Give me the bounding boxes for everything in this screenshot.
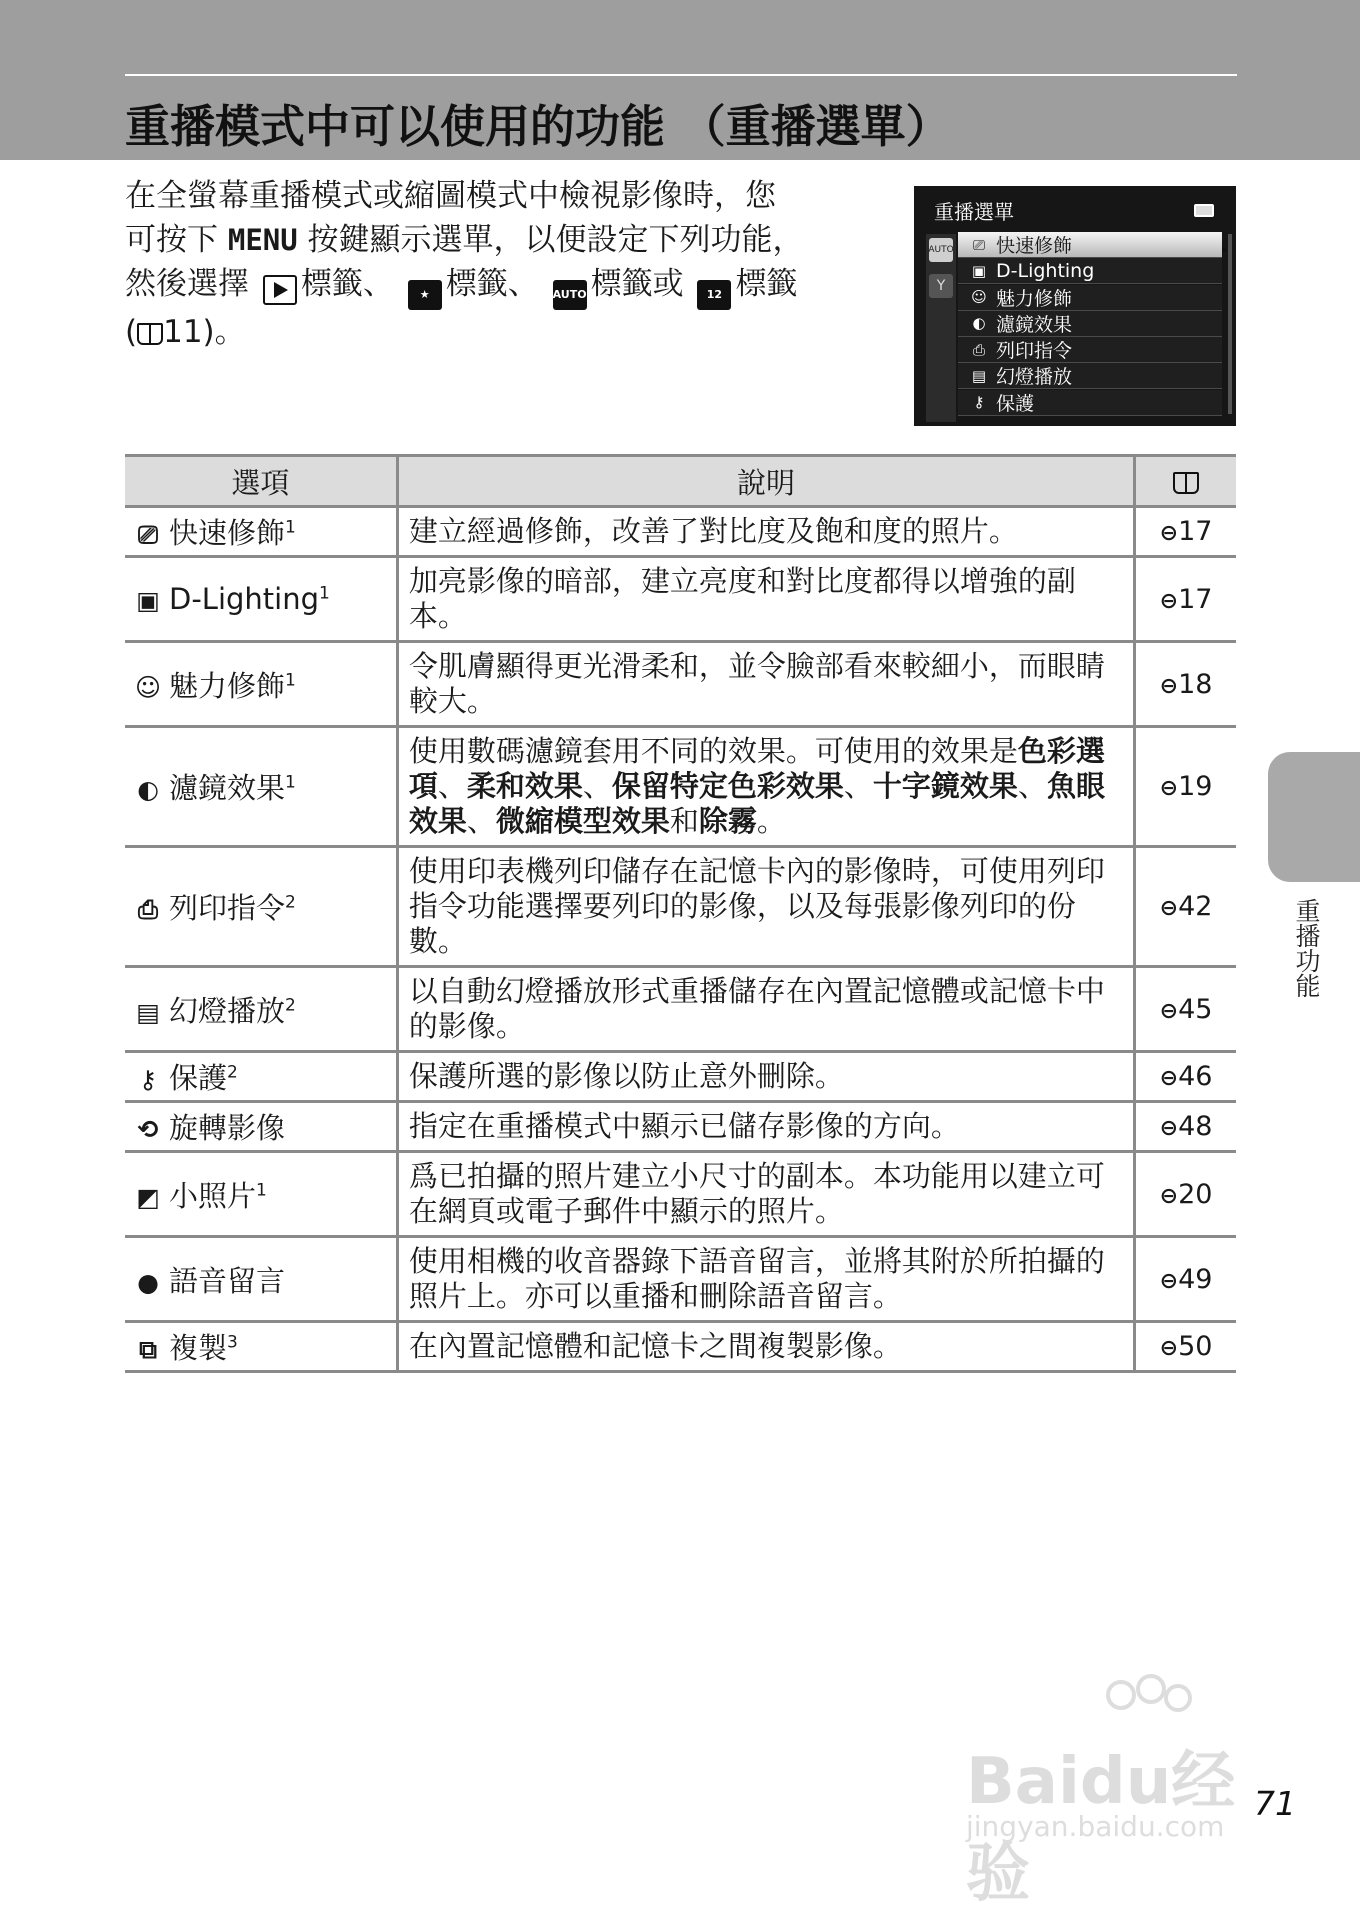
screen-sidebar <box>926 234 956 422</box>
option-label: D-Lighting <box>169 582 320 616</box>
page-number: 71 <box>1254 1784 1296 1823</box>
option-cell <box>125 967 397 1052</box>
screen-menu-item-label: 濾鏡效果 <box>996 313 1073 336</box>
screen-menu-item[interactable] <box>958 363 1222 389</box>
reference-section-icon: ⊖ <box>1159 1336 1179 1361</box>
option-label: 魅力修飾 <box>169 668 286 703</box>
table-row <box>125 1152 1236 1237</box>
reference-section-icon: ⊖ <box>1159 673 1179 699</box>
description-cell: 使用印表機列印儲存在記憶卡內的影像時，可使用列印指令功能選擇要列印的影像，以及每張影像列印的份數。 <box>397 847 1134 967</box>
screen-menu-item[interactable] <box>958 337 1222 363</box>
option-label: 小照片 <box>169 1178 257 1213</box>
screen-menu-item-label: 列印指令 <box>996 340 1073 363</box>
reference-cell <box>1135 967 1236 1052</box>
list-by-date-tab-icon: 12 <box>697 280 731 310</box>
description-cell: 令肌膚顯得更光滑柔和，並令臉部看來較細小，而眼睛較大。 <box>397 642 1134 727</box>
header-option: 選項 <box>125 456 397 507</box>
battery-icon <box>1194 204 1214 217</box>
description-cell: 使用相機的收音器錄下語音留言，並將其附於所拍攝的照片上。亦可以重播和刪除語音留言。 <box>397 1237 1134 1322</box>
retouch-icon: ⎚ <box>972 235 985 254</box>
option-label: 快速修飾 <box>169 516 286 550</box>
watermark-brand: Baidu经验 <box>966 1745 1236 1911</box>
footnote-marker: 1 <box>319 583 330 604</box>
table-row <box>125 642 1236 727</box>
filter-effects-icon: ◐ <box>137 775 159 804</box>
table-row <box>125 1102 1236 1152</box>
reference-section-icon: ⊖ <box>1159 1116 1179 1141</box>
menu-button-label: MENU <box>227 223 298 257</box>
reference-page: 17 <box>1178 516 1213 547</box>
screen-menu-list <box>958 232 1222 416</box>
d-lighting-icon: ▣ <box>136 586 160 615</box>
screen-menu-item-label: 快速修飾 <box>996 235 1073 257</box>
playback-tab-icon <box>263 275 297 305</box>
table-row <box>125 967 1236 1052</box>
screen-menu-item-label: 幻燈播放 <box>996 366 1073 389</box>
table-row <box>125 1237 1236 1322</box>
glamour-retouch-icon: ☺ <box>134 672 162 702</box>
reference-page: 49 <box>1178 1263 1213 1295</box>
screen-menu-item[interactable] <box>958 285 1222 311</box>
footnote-marker: 1 <box>285 772 296 793</box>
screen-menu-item[interactable] <box>958 390 1222 416</box>
filter-icon: ◐ <box>972 314 986 333</box>
reference-page: 48 <box>1178 1111 1213 1142</box>
description-cell: 建立經過修飾，改善了對比度及飽和度的照片。 <box>397 507 1134 557</box>
reference-cell <box>1135 1152 1236 1237</box>
option-label: 幻燈播放 <box>169 993 286 1028</box>
screen-menu-item[interactable] <box>958 311 1222 337</box>
option-cell <box>125 847 397 967</box>
reference-section-icon: ⊖ <box>1159 998 1179 1024</box>
protect-key-icon: ⚷ <box>138 1065 158 1094</box>
description-cell: 加亮影像的暗部，建立亮度和對比度都得以增強的副本。 <box>397 557 1134 642</box>
quick-retouch-icon: ⎚ <box>137 520 158 549</box>
option-label: 複製 <box>169 1331 228 1365</box>
copy-icon: ⧉ <box>139 1335 157 1364</box>
reference-page: 20 <box>1178 1178 1213 1210</box>
table-row <box>125 507 1236 557</box>
reference-section-icon: ⊖ <box>1159 521 1179 546</box>
intro-line-1: 在全螢幕重播模式或縮圖模式中檢視影像時，您 <box>125 178 776 214</box>
effect-name: 魚眼效果 <box>408 769 1105 838</box>
effect-name: 除霧 <box>698 804 757 838</box>
reference-page: 17 <box>1178 583 1213 615</box>
footnote-marker: 2 <box>285 892 296 913</box>
footnote-marker: 3 <box>227 1332 238 1353</box>
option-cell <box>125 1237 397 1322</box>
reference-section-icon: ⊖ <box>1159 1183 1179 1209</box>
voice-memo-icon: ● <box>137 1267 159 1297</box>
reference-page: 50 <box>1178 1331 1213 1362</box>
screen-title: 重播選單 <box>934 200 1014 224</box>
table-row <box>125 557 1236 642</box>
options-table <box>125 454 1236 1373</box>
d-lighting-icon: ▣ <box>971 261 987 280</box>
reference-page: 45 <box>1178 993 1213 1025</box>
print-icon: ⎙ <box>972 340 985 359</box>
submenu-arrow-icon: ▸ <box>1221 242 1228 256</box>
option-cell <box>125 1152 397 1237</box>
header-rule <box>125 74 1237 76</box>
effect-name: 色彩選項 <box>408 734 1105 803</box>
auto-sort-tab-icon: AUTO <box>553 280 587 310</box>
reference-cell <box>1135 727 1236 847</box>
baidu-watermark <box>966 1680 1276 1911</box>
reference-page: 46 <box>1178 1061 1213 1092</box>
header-description: 說明 <box>397 456 1134 507</box>
glamour-icon: ☺ <box>971 288 987 307</box>
reference-section-icon: ⊖ <box>1159 588 1179 614</box>
effect-name: 保留特定色彩效果 <box>611 769 844 803</box>
screen-menu-item[interactable] <box>958 232 1222 258</box>
footnote-marker: 1 <box>256 1179 267 1200</box>
description-cell: 指定在重播模式中顯示已儲存影像的方向。 <box>397 1102 1134 1152</box>
footnote-marker: 2 <box>227 1062 238 1083</box>
description-cell: 使用數碼濾鏡套用不同的效果。可使用的效果是色彩選項、柔和效果、保留特定色彩效果、十字鏡效果、魚眼效果、微縮模型效果和除霧。 <box>397 727 1134 847</box>
small-picture-icon: ◩ <box>136 1182 160 1212</box>
chapter-label: 重播功能 <box>1292 898 1321 998</box>
description-cell: 在內置記憶體和記憶卡之間複製影像。 <box>397 1322 1134 1372</box>
option-cell <box>125 1102 397 1152</box>
reference-cell <box>1135 1052 1236 1102</box>
table-row <box>125 847 1236 967</box>
description-cell: 保護所選的影像以防止意外刪除。 <box>397 1052 1134 1102</box>
description-cell: 爲已拍攝的照片建立小尺寸的副本。本功能用以建立可在網頁或電子郵件中顯示的照片。 <box>397 1152 1134 1237</box>
setup-wrench-icon[interactable]: Y <box>929 274 953 298</box>
footnote-marker: 2 <box>285 994 296 1015</box>
reference-cell <box>1135 1237 1236 1322</box>
screen-menu-item-label: D-Lighting <box>996 259 1095 282</box>
book-reference-icon <box>1173 472 1199 494</box>
reference-cell <box>1135 847 1236 967</box>
option-cell <box>125 1322 397 1372</box>
reference-section-icon: ⊖ <box>1159 776 1179 801</box>
description-cell: 以自動幻燈播放形式重播儲存在內置記憶體或記憶卡中的影像。 <box>397 967 1134 1052</box>
option-cell <box>125 507 397 557</box>
reference-section-icon: ⊖ <box>1159 896 1179 921</box>
footnote-marker: 1 <box>285 517 296 538</box>
footnote-marker: 1 <box>285 669 296 690</box>
table-row <box>125 1052 1236 1102</box>
print-order-icon: ⎙ <box>137 895 158 924</box>
table-row <box>125 1322 1236 1372</box>
chapter-tab <box>1268 752 1360 882</box>
reference-cell <box>1135 507 1236 557</box>
screen-scrollbar[interactable] <box>1228 234 1232 414</box>
effect-name: 十字鏡效果 <box>872 769 1018 803</box>
option-label: 旋轉影像 <box>169 1111 286 1145</box>
auto-tab-icon[interactable]: AUTO <box>929 238 953 262</box>
camera-menu-screen <box>914 186 1236 426</box>
reference-cell <box>1135 1102 1236 1152</box>
option-label: 濾鏡效果 <box>169 771 286 805</box>
option-label: 語音留言 <box>169 1263 286 1298</box>
option-cell <box>125 1052 397 1102</box>
reference-page: 42 <box>1178 891 1213 922</box>
watermark-url: jingyan.baidu.com <box>966 1810 1225 1843</box>
intro-line-3: 然後選擇 標籤、 ★ 標籤、 AUTO 標籤或 12 標籤 <box>125 262 855 310</box>
option-cell <box>125 727 397 847</box>
reference-section-icon: ⊖ <box>1159 1066 1179 1091</box>
option-cell <box>125 642 397 727</box>
book-reference-icon <box>137 323 163 345</box>
screen-menu-item-label: 保護 <box>996 392 1035 415</box>
effect-name: 微縮模型效果 <box>495 804 670 838</box>
reference-page: 19 <box>1178 771 1213 802</box>
option-cell <box>125 557 397 642</box>
intro-line-2: 可按下 MENU 按鍵顯示選單，以便設定下列功能， <box>125 222 804 258</box>
reference-cell <box>1135 1322 1236 1372</box>
slide-show-icon: ▤ <box>136 997 160 1027</box>
rotate-image-icon: ⟲ <box>137 1115 159 1144</box>
page-title: 重播模式中可以使用的功能 （重播選單） <box>125 100 951 153</box>
intro-line-4: ( 11)。 <box>125 314 246 350</box>
favorites-tab-icon: ★ <box>408 280 442 310</box>
screen-menu-item-label: 魅力修飾 <box>996 287 1073 310</box>
intro-paragraph <box>125 174 855 354</box>
protect-icon: ⚷ <box>973 393 985 412</box>
slideshow-icon: ▤ <box>971 366 987 385</box>
table-row <box>125 727 1236 847</box>
option-label: 保護 <box>169 1061 228 1095</box>
effect-name: 柔和效果 <box>466 769 583 803</box>
screen-menu-item[interactable] <box>958 258 1222 284</box>
reference-cell <box>1135 642 1236 727</box>
reference-cell <box>1135 557 1236 642</box>
option-label: 列印指令 <box>169 891 286 925</box>
reference-page: 18 <box>1178 668 1213 700</box>
header-reference <box>1135 456 1236 507</box>
reference-section-icon: ⊖ <box>1159 1268 1179 1294</box>
